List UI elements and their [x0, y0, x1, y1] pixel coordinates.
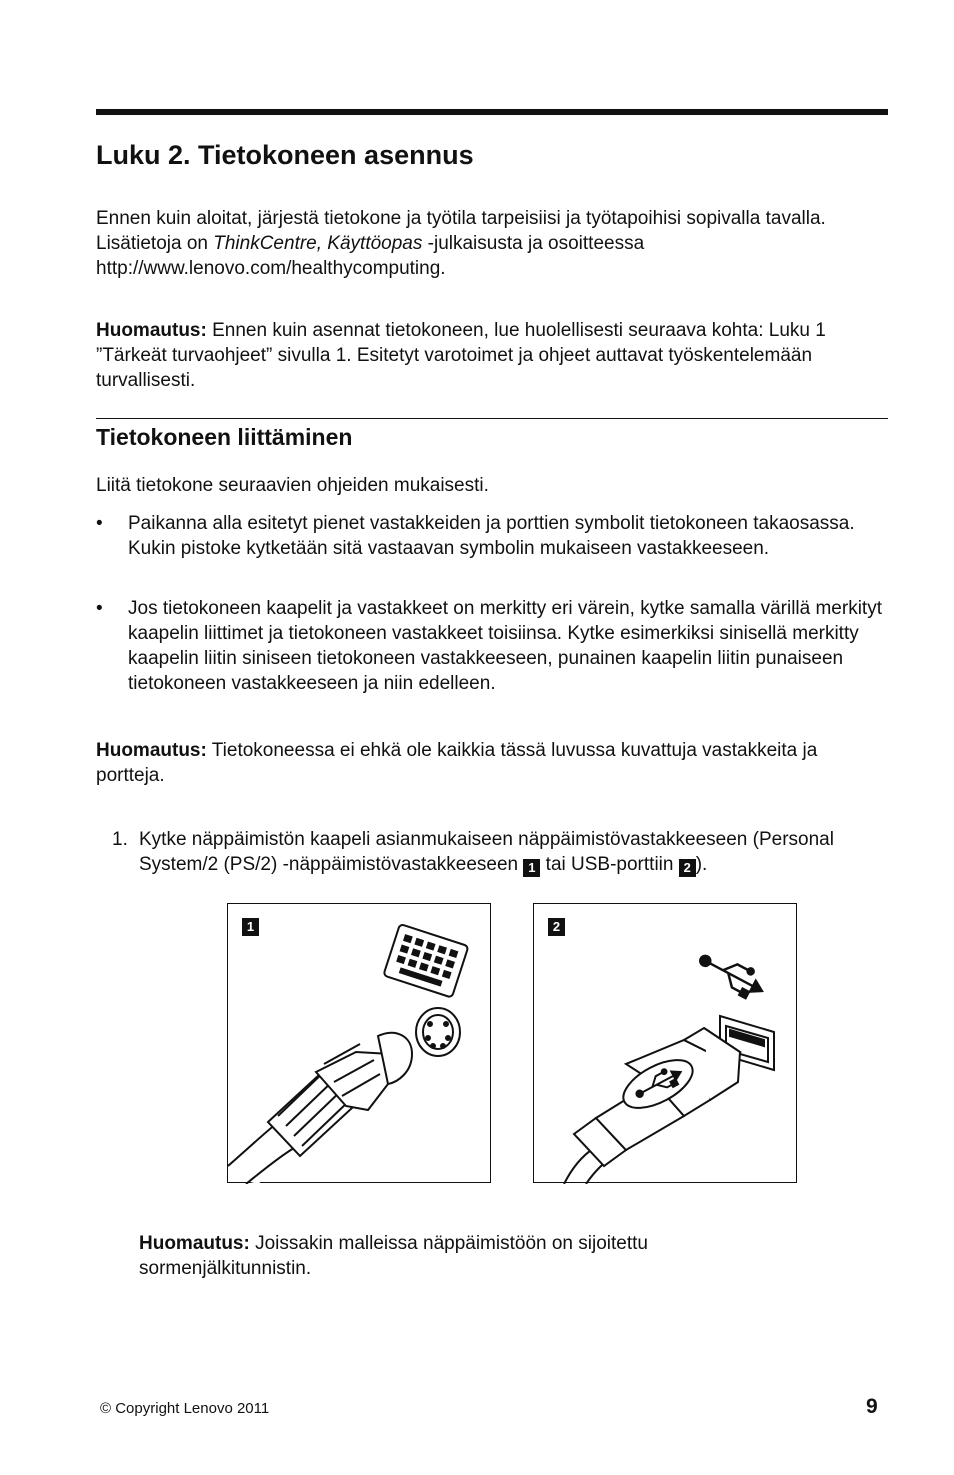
list-item-text: Paikanna alla esitetyt pienet vastakkeiden ja porttien symbolit tietokoneen takaosassa. Kukin pistoke kytketään sitä vastaavan symbolin mukaiseen vastakkeeseen. [128, 513, 855, 559]
section-rule [96, 418, 888, 419]
figure-ps2-keyboard [227, 903, 491, 1183]
usb-icon [694, 945, 769, 1003]
ps2-port [416, 1008, 460, 1056]
figure-label-2: 2 [548, 918, 565, 936]
section-lead: Liitä tietokone seuraavien ohjeiden mukaisesti. [96, 475, 489, 496]
step-text [139, 827, 902, 877]
note-text: Ennen kuin asennat tietokoneen, lue huolellisesti seuraava kohta: Luku 1 ”Tärkeät turvaohjeet” sivulla 1. Esitetyt varotoimet ja ohjeet auttavat työskentelemään turvallisesti. [96, 320, 826, 391]
step-text-a: Kytke näppäimistön kaapeli asianmukaiseen näppäimistövastakkeeseen (Personal System/2 (PS/2) -näppäimistövastakkeeseen [139, 829, 834, 875]
figure-usb [533, 903, 797, 1183]
usb-connector-illustration [534, 904, 798, 1184]
step-text-c: ). [695, 854, 708, 875]
note-text: Joissakin malleissa näppäimistöön on sijoitettu sormenjälkitunnistin. [139, 1233, 648, 1279]
step-number: 1. [112, 829, 128, 850]
note-label: Huomautus: [139, 1233, 250, 1254]
step-text-b: tai USB-porttiin [540, 854, 679, 875]
callout-2: 2 [679, 859, 696, 877]
figure-label-1: 1 [242, 918, 259, 936]
list-item-text: Jos tietokoneen kaapelit ja vastakkeet on merkitty eri värein, kytke samalla värillä merkityt kaapelin liittimet ja tietokoneen vastakkeet toisiinsa. Kytke esimerkiksi sinisellä merkitty kaapelin liitin siniseen tietokoneen vastakkeeseen, punainen kaapelin liitin punaiseen tietokoneen vastakkeeseen ja niin edelleen. [128, 598, 882, 694]
page-number: 9 [866, 1395, 878, 1418]
note-label: Huomautus: [96, 320, 207, 341]
copyright: © Copyright Lenovo 2011 [100, 1400, 270, 1417]
chapter-title: Luku 2. Tietokoneen asennus [96, 140, 474, 170]
guide-title: ThinkCentre, Käyttöopas [213, 233, 423, 254]
note-fingerprint [139, 1231, 759, 1281]
note-connectors [96, 738, 886, 788]
bullet-marker: • [96, 513, 103, 534]
note-text: Tietokoneessa ei ehkä ole kaikkia tässä luvussa kuvattuja vastakkeita ja portteja. [96, 740, 818, 786]
section-title: Tietokoneen liittäminen [96, 424, 353, 450]
callout-1: 1 [523, 859, 540, 877]
intro-text-after: -julkaisusta ja osoitteessa http://www.lenovo.com/healthycomputing. [96, 233, 645, 279]
ps2-connector-illustration [228, 904, 492, 1184]
ps2-plug [228, 1033, 412, 1184]
note-label: Huomautus: [96, 740, 207, 761]
intro-text: Ennen kuin aloitat, järjestä tietokone ja työtila tarpeisiisi ja työtapoihisi sopivalla tavalla. Lisätietoja on [96, 208, 826, 254]
usb-plug [564, 1028, 740, 1184]
intro-paragraph [96, 206, 896, 281]
bullet-marker: • [96, 598, 103, 619]
keyboard-icon [383, 924, 468, 998]
note-safety [96, 318, 896, 393]
top-rule [96, 109, 888, 115]
